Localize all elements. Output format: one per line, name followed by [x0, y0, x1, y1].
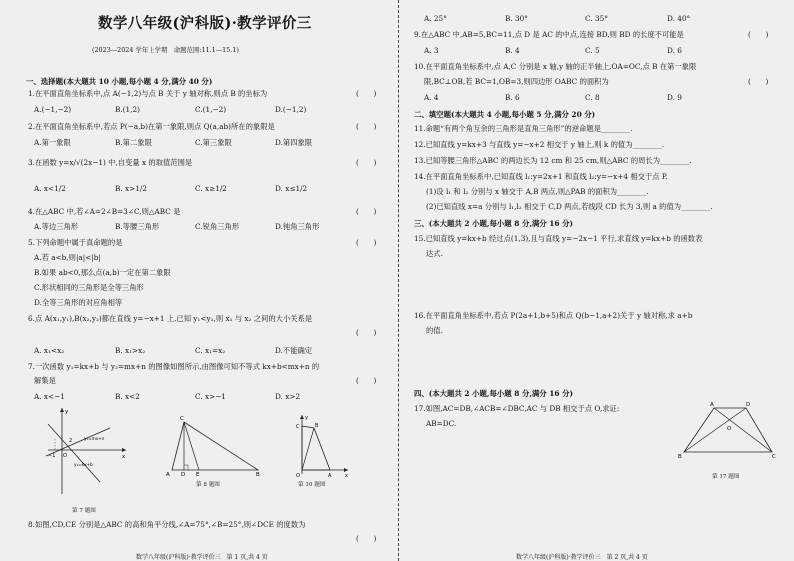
right-footer: 数学八年级(沪科版)·教学评价三 第 2 页,共 4 页 — [516, 554, 648, 561]
q5-option-a: A.若 a<b,则|a|<|b| — [34, 253, 101, 262]
figure-7-graph — [40, 404, 130, 498]
fig17-label-c: C — [772, 454, 776, 460]
fig8-label-e: E — [196, 472, 200, 476]
figure-8-triangle — [162, 414, 264, 476]
page-divider — [398, 0, 399, 561]
figure-10-caption: 第 10 题图 — [298, 482, 326, 488]
q11-text: 11.命题“有两个角互余的三角形是直角三角形”的逆命题是________. — [414, 124, 633, 133]
q4-stem: 4.在△ABC 中,若∠A=2∠B=3∠C,则△ABC 是 — [28, 207, 181, 216]
figure-10-graph — [292, 412, 352, 478]
fig10-label-o: O — [296, 473, 300, 478]
fig10-label-b: B — [315, 423, 319, 429]
q6-option-b: B. x₁>x₂ — [115, 346, 146, 355]
q2-option-d: D.第四象限 — [275, 138, 313, 147]
q4-option-d: D.钝角三角形 — [275, 222, 320, 231]
q9-answer-paren: ( ) — [748, 30, 769, 39]
fig17-label-b: B — [678, 454, 682, 460]
fig10-label-c: C — [296, 424, 300, 430]
q10-option-d: D. 9 — [667, 93, 682, 102]
figure-8-caption: 第 8 题图 — [196, 482, 220, 488]
q9-option-d: D. 6 — [667, 46, 682, 55]
q7-option-d: D. x>2 — [275, 392, 301, 401]
q1-answer-paren: ( ) — [356, 89, 377, 98]
q1-option-d: D.(−1,2) — [275, 105, 307, 114]
q6-answer-paren: ( ) — [356, 328, 377, 337]
q2-answer-paren: ( ) — [356, 122, 377, 131]
q6-option-d: D.不能确定 — [275, 346, 313, 355]
fig8-label-c: C — [180, 416, 184, 422]
figure-7-caption: 第 7 题图 — [72, 508, 96, 514]
fig8-label-d: D — [181, 472, 186, 476]
q1-option-b: B.(1,2) — [115, 105, 140, 114]
q14-part1: (1)设 l₁ 和 l₂ 分别与 x 轴交于 A,B 两点,则△PAB 的面积为________. — [426, 187, 649, 196]
q3-option-b: B. x>1/2 — [115, 184, 147, 193]
q4-option-a: A.等边三角形 — [34, 222, 79, 231]
q10-option-a: A. 4 — [424, 93, 439, 102]
q8-stem: 8.如图,CD,CE 分别是△ABC 的高和角平分线,∠A=75°,∠B=25°,则∠DCE 的度数为 — [28, 520, 306, 529]
exam-subtitle: (2023—2024 学年上学期 命题范围:11.1—15.1) — [92, 46, 239, 54]
q4-answer-paren: ( ) — [356, 207, 377, 216]
q1-stem: 1.在平面直角坐标系中,点 A(−1,2)与点 B 关于 y 轴对称,则点 B 的坐标为 — [28, 89, 268, 98]
q10-option-c: C. 8 — [585, 93, 600, 102]
section-4-heading: 四、(本大题共 2 小题,每小题 8 分,满分 16 分) — [414, 389, 574, 398]
q17-line1: 17.如图,AC=DB,∠ACB=∠DBC,AC 与 DB 相交于点 O,求证: — [414, 404, 620, 413]
q9-stem: 9.在△ABC 中,AB=5,BC=11,点 D 是 AC 的中点,连接 BD,则 BD 的长度不可能是 — [414, 30, 684, 39]
q2-option-b: B.第二象限 — [115, 138, 152, 147]
fig10-y-label: y — [305, 415, 308, 421]
q3-answer-paren: ( ) — [356, 158, 377, 167]
q6-option-c: C. x₁=x₂ — [195, 346, 226, 355]
fig8-label-a: A — [166, 472, 170, 476]
q8-answer-paren: ( ) — [356, 534, 377, 543]
q9-option-c: C. 5 — [585, 46, 600, 55]
q4-option-b: B.等腰三角形 — [115, 222, 160, 231]
fig7-line-y1: y₁=kx+b — [74, 462, 93, 467]
q3-stem: 3.在函数 y=x/√(2x−1) 中,自变量 x 的取值范围是 — [28, 158, 193, 167]
q14-stem: 14.在平面直角坐标系中,已知直线 l₁:y=2x+1 和直线 l₂:y=−x+4 相交于点 P. — [414, 172, 668, 181]
q10-stem-line1: 10.在平面直角坐标系中,点 A,C 分别是 x 轴,y 轴的正半轴上,OA=OC,点 B 在第一象限 — [414, 62, 697, 71]
q2-option-a: A.第一象限 — [34, 138, 71, 147]
q8-option-a: A. 25° — [424, 14, 447, 23]
q8-option-d: D. 40° — [667, 14, 691, 23]
figure-17-trapezoid — [676, 398, 780, 460]
q12-text: 12.已知直线 y=kx+3 与直线 y=−x+2 相交于 y 轴上,则 k 的值为________. — [414, 140, 665, 149]
q6-stem: 6.点 A(x₁,y₁),B(x₂,y₂)都在直线 y=−x+1 上,已知 y₁<y₂,则 x₁ 与 x₂ 之间的大小关系是 — [28, 314, 313, 323]
section-3-heading: 三、(本大题共 2 小题,每小题 8 分,满分 16 分) — [414, 219, 574, 228]
q8-option-c: C. 35° — [585, 14, 608, 23]
fig7-origin: O — [63, 453, 67, 459]
q7-stem-line2: 解集是 — [34, 376, 56, 385]
fig17-label-d: D — [746, 402, 751, 408]
q9-option-b: B. 4 — [505, 46, 520, 55]
q5-option-c: C.形状相同的三角形是全等三角形 — [34, 283, 144, 292]
q10-stem-line2: 限,BC⊥OB,若 BC=1,OB=3,则四边形 OABC 的面积为 — [424, 77, 609, 86]
fig7-line-y2: y₂=mx+n — [84, 436, 105, 441]
q10-option-b: B. 6 — [505, 93, 520, 102]
q8-option-b: B. 30° — [505, 14, 528, 23]
q14-part2: (2)已知直线 x=a 分别与 l₁,l₂ 相交于 C,D 两点,若线段 CD 长为 3,则 a 的值为________. — [426, 202, 713, 211]
fig7-mark-2: 2 — [69, 438, 73, 444]
q16-line2: 的值. — [426, 326, 443, 335]
q7-option-b: B. x<2 — [115, 392, 140, 401]
q5-option-b: B.如果 ab<0,那么点(a,b)一定在第二象限 — [34, 268, 171, 277]
q5-answer-paren: ( ) — [356, 238, 377, 247]
q10-answer-paren: ( ) — [748, 77, 769, 86]
section-2-heading: 二、填空题(本大题共 4 小题,每小题 5 分,满分 20 分) — [414, 110, 596, 119]
fig7-x-label: x — [122, 454, 126, 460]
q6-option-a: A. x₁<x₂ — [34, 346, 65, 355]
q7-stem-line1: 7.一次函数 y₁=kx+b 与 y₂=mx+n 的图像如图所示,由图像可知不等式 kx+b<mx+n 的 — [28, 362, 320, 371]
figure-17-caption: 第 17 题图 — [712, 474, 740, 480]
fig17-label-a: A — [710, 402, 714, 408]
q9-option-a: A. 3 — [424, 46, 439, 55]
fig10-label-a: A — [328, 473, 332, 478]
q15-line2: 达式. — [426, 249, 443, 258]
exam-title: 数学八年级(沪科版)·教学评价三 — [98, 15, 312, 32]
q1-option-a: A.(−1,−2) — [34, 105, 72, 114]
q1-option-c: C.(1,−2) — [195, 105, 227, 114]
q3-option-a: A. x<1/2 — [34, 184, 66, 193]
q16-line1: 16.在平面直角坐标系中,若点 P(2a+1,b+5)和点 Q(b−1,a+2)关于 y 轴对称,求 a+b — [414, 311, 693, 320]
q4-option-c: C.锐角三角形 — [195, 222, 240, 231]
left-footer: 数学八年级(沪科版)·教学评价三 第 1 页,共 4 页 — [136, 554, 268, 561]
q5-option-d: D.全等三角形的对应角相等 — [34, 298, 123, 307]
q2-option-c: C.第三象限 — [195, 138, 232, 147]
q7-answer-paren: ( ) — [356, 376, 377, 385]
q3-option-d: D. x≤1/2 — [275, 184, 308, 193]
q2-stem: 2.在平面直角坐标系中,若点 P(−a,b)在第一象限,则点 Q(a,ab)所在的象限是 — [28, 122, 275, 131]
fig17-label-o: O — [727, 426, 732, 432]
q5-stem: 5.下列命题中属于真命题的是 — [28, 238, 123, 247]
q3-option-c: C. x≥1/2 — [195, 184, 227, 193]
fig7-y-label: y — [65, 409, 69, 415]
section-1-heading: 一、选择题(本大题共 10 小题,每小题 4 分,满分 40 分) — [26, 77, 213, 86]
fig7-mark-neg1: −1 — [48, 453, 56, 459]
q15-line1: 15.已知直线 y=kx+b 经过点(1,3),且与直线 y=−2x−1 平行,求直线 y=kx+b 的函数表 — [414, 234, 703, 243]
fig8-label-b: B — [256, 472, 260, 476]
q17-line2: AB=DC. — [426, 419, 457, 428]
q7-option-c: C. x>−1 — [195, 392, 226, 401]
fig10-x-label: x — [345, 473, 348, 478]
q13-text: 13.已知等腰三角形△ABC 的两边长为 12 cm 和 25 cm,则△ABC 的周长为________. — [414, 156, 692, 165]
q7-option-a: A. x<−1 — [34, 392, 65, 401]
